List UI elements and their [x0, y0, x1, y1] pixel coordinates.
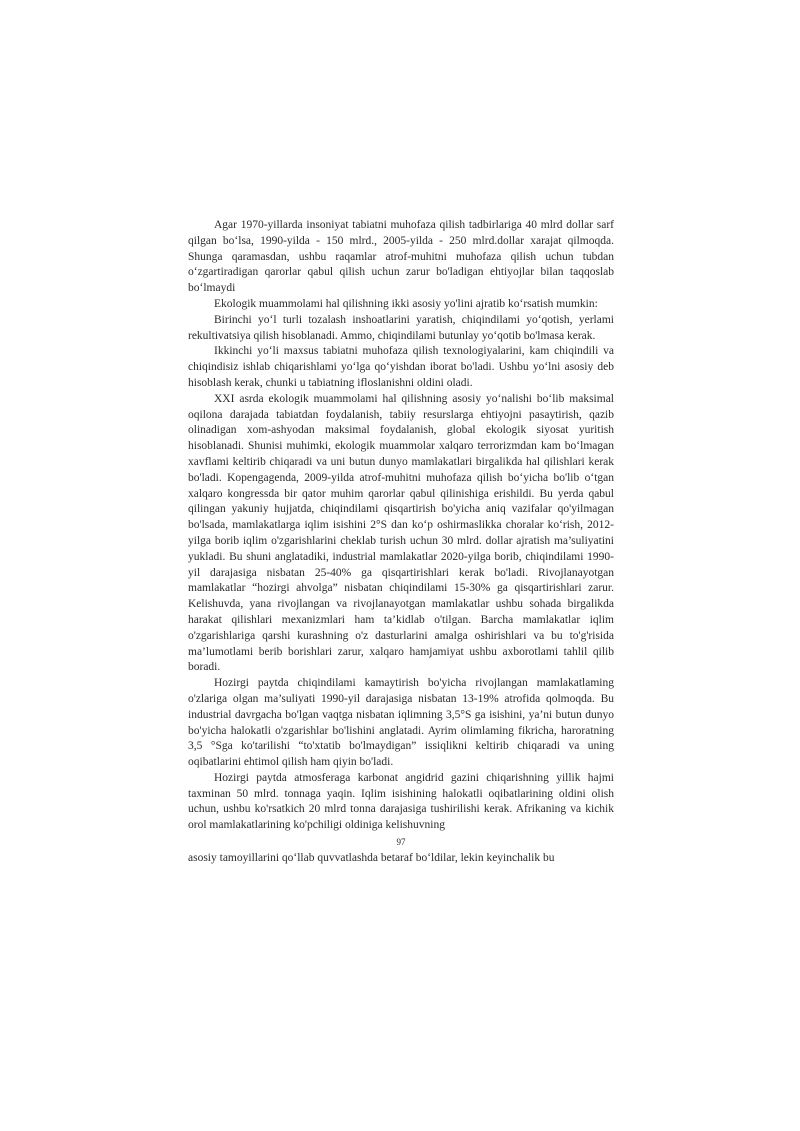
document-page — [188, 218, 614, 867]
paragraph-3: Birinchi yo‘l turli tozalash inshoatlarini yaratish, chiqindilami yo‘qotish, yerlami rekultivatsiya qilish hisoblanadi. Ammo, chiqindilami butunlay yo‘qotib bo'lmasa kerak. — [188, 313, 614, 342]
paragraph-5: XXI asrda ekologik muammolami hal qilishning asosiy yo‘nalishi bo‘lib maksimal oqilona darajada tabiatdan foydalanish, tabiiy resurslarga ehtiyojni pasaytirish, qazib olinadigan xom-ashyodan maksimal foydalanish, global ekologik siyosat yuritish hisoblanadi. Shunisi muhimki, ekologik muammolar xalqaro terrorizmdan kam bo‘lmagan xavflami keltirib chiqaradi va uni butun dunyo mamlakatlari birgalikda hal qilishlari kerak bo'ladi. Kopengagenda, 2009-yilda atrof-muhitni muhofaza qilish bo‘yicha bo'lib o‘tgan xalqaro kongressda bir qator muhim qarorlar qabul qilinishiga erishildi. Bu yerda qabul qilingan yakuniy hujjatda, chiqindilami qisqartirish bo'yicha aniq vazifalar qo'yilmagan bo'lsada, mamlakatlarga iqlim isishini 2°S dan ko‘p oshirmaslikka choralar ko‘rish, 2012-yilga borib iqlim o'zgarishlarini cheklab turish uchun 30 mlrd. dollar ajratish ma’suliyatini yukladi. Bu shuni anglatadiki, industrial mamlakatlar 2020-yilga borib, chiqindilami 1990-yil darajasiga nisbatan 25-40% ga qisqartirishlari kerak bo'ladi. Rivojlanayotgan mamlakatlar “hozirgi ahvolga” nisbatan chiqindilami 15-30% ga qisqartirishlari zarur. Kelishuvda, yana rivojlangan va rivojlanayotgan mamlakatlar ushbu sohada birgalikda harakat qilishlari mexanizmlari ham ta’kidlab o'tilgan. Barcha mamlakatlar iqlim o'zgarishlariga qarshi kurashning o'z dasturlarini amalga oshirishlari va bu to'g'risida ma’lumotlami berib borishlari zarur, xalqaro hamjamiyat ushbu axborotlami tahlil qilib boradi. — [188, 392, 614, 674]
paragraph-4: Ikkinchi yo‘li maxsus tabiatni muhofaza qilish texnologiyalarini, kam chiqindili va chiqindisiz ishlab chiqarishlami yo‘lga qo‘yishdan iborat bo'ladi. Ushbu yo‘lni asosiy deb hisoblash kerak, chunki u tabiatning ifloslanishni oldini oladi. — [188, 345, 614, 389]
paragraph-7: Hozirgi paytda atmosferaga karbonat angidrid gazini chiqarishning yillik hajmi taxminan 50 mlrd. tonnaga yaqin. Iqlim isishining halokatli oqibatlarining oldini olish uchun, ushbu ko'rsatkich 20 mlrd tonna darajasiga tushirilishi kerak. Afrikaning va kichik orol mamlakatlarining ko'pchiligi oldiniga kelishuvning — [188, 771, 614, 832]
page-number: 97 — [396, 837, 406, 848]
continuation-line: asosiy tamoyillarini qo‘llab quvvatlashda betaraf bo‘ldilar, lekin keyinchalik bu — [188, 852, 555, 865]
paragraph-1: Agar 1970-yillarda insoniyat tabiatni muhofaza qilish tadbirlariga 40 mlrd dollar sarf qilgan bo‘lsa, 1990-yilda - 150 mlrd., 2005-yilda - 250 mlrd.dollar xarajat qilmoqda. Shunga qaramasdan, ushbu raqamlar atrof-muhitni muhofaza qilish uchun tubdan o‘zgartiradigan qarorlar qabul qilish uchun zarur bo'ladigan ehtiyojlar bilan taqqoslab bo‘lmaydi — [188, 219, 614, 295]
paragraph-6: Hozirgi paytda chiqindilami kamaytirish bo'yicha rivojlangan mamlakatlaming o'zlariga olgan ma’suliyati 1990-yil darajasiga nisbatan 13-19% atrofida qolmoqda. Bu industrial davrgacha bo'lgan vaqtga nisbatan iqlimning 3,5°S ga isishini, ya’ni butun dunyo bo'yicha halokatli o'zgarishlar bo'lishini anglatadi. Ayrim olimlaming fikricha, haroratning 3,5 °Sga ko'tarilishi “to'xtatib bo'lmaydigan” issiqlikni keltirib chiqaradi va uning oqibatlarini ehtimol qilish ham qiyin bo'ladi. — [188, 677, 614, 769]
paragraph-2: Ekologik muammolami hal qilishning ikki asosiy yo'lini ajratib ko‘rsatish mumkin: — [214, 297, 598, 310]
